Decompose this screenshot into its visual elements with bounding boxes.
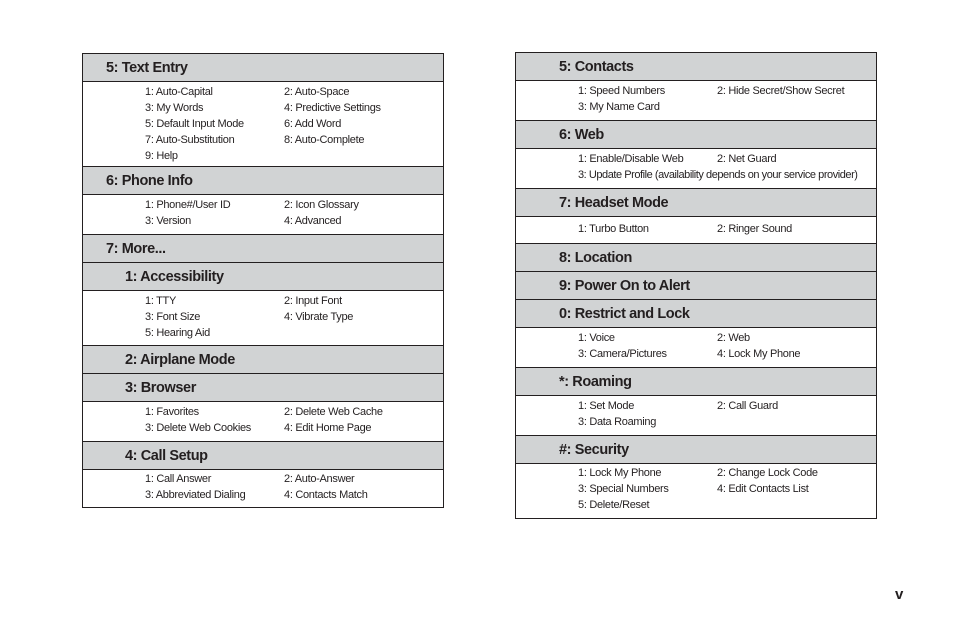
menu-item: 1: Phone#/User ID	[145, 199, 231, 211]
section-header-call-setup: 4: Call Setup	[83, 442, 443, 470]
menu-item: 1: Set Mode	[578, 400, 635, 412]
section-header-more: 7: More...	[83, 235, 443, 263]
menu-item: 2: Change Lock Code	[717, 467, 818, 479]
menu-item: 4: Edit Home Page	[284, 422, 372, 434]
section-header-text-entry: 5: Text Entry	[83, 54, 443, 82]
menu-item: 2: Icon Glossary	[284, 199, 359, 211]
menu-item: 6: Add Word	[284, 118, 342, 130]
section-body-accessibility	[83, 291, 443, 346]
menu-item: 3: My Words	[145, 102, 204, 114]
section-body-headset-mode	[516, 217, 876, 244]
section-header-web: 6: Web	[516, 121, 876, 149]
section-header-location: 8: Location	[516, 244, 876, 272]
menu-item: 1: Voice	[578, 332, 615, 344]
right-menu-panel	[515, 52, 877, 519]
menu-item: 2: Auto-Answer	[284, 473, 355, 485]
section-header-airplane-mode: 2: Airplane Mode	[83, 346, 443, 374]
section-header-contacts: 5: Contacts	[516, 53, 876, 81]
menu-item: 5: Default Input Mode	[145, 118, 244, 130]
menu-item: 3: Data Roaming	[578, 416, 657, 428]
left-menu-panel	[82, 53, 444, 508]
section-body-contacts	[516, 81, 876, 121]
section-header-power-on-to-alert: 9: Power On to Alert	[516, 272, 876, 300]
menu-item: 2: Auto-Space	[284, 86, 350, 98]
section-header-accessibility: 1: Accessibility	[83, 263, 443, 291]
menu-item: 2: Ringer Sound	[717, 223, 792, 235]
menu-item: 4: Edit Contacts List	[717, 483, 809, 495]
menu-item: 3: Font Size	[145, 311, 201, 323]
menu-item: 4: Advanced	[284, 215, 342, 227]
section-body-roaming	[516, 396, 876, 436]
menu-item: 2: Call Guard	[717, 400, 778, 412]
section-body-call-setup	[83, 470, 443, 509]
menu-item: 9: Help	[145, 150, 178, 162]
menu-item: 4: Contacts Match	[284, 489, 368, 501]
section-body-text-entry	[83, 82, 443, 167]
section-header-browser: 3: Browser	[83, 374, 443, 402]
menu-item: 2: Input Font	[284, 295, 342, 307]
menu-item: 4: Predictive Settings	[284, 102, 381, 114]
menu-item: 1: Speed Numbers	[578, 85, 665, 97]
menu-item: 1: Auto-Capital	[145, 86, 213, 98]
page-number: v	[895, 586, 904, 603]
menu-item: 2: Web	[717, 332, 750, 344]
menu-item: 3: Delete Web Cookies	[145, 422, 251, 434]
menu-item: 2: Delete Web Cache	[284, 406, 383, 418]
menu-item: 1: Turbo Button	[578, 223, 649, 235]
menu-item: 1: Enable/Disable Web	[578, 153, 684, 165]
section-body-phone-info	[83, 195, 443, 235]
menu-item: 1: Favorites	[145, 406, 199, 418]
section-header-roaming: *: Roaming	[516, 368, 876, 396]
section-header-restrict-and-lock: 0: Restrict and Lock	[516, 300, 876, 328]
menu-item: 5: Hearing Aid	[145, 327, 210, 339]
menu-item: 3: Special Numbers	[578, 483, 669, 495]
menu-item: 2: Net Guard	[717, 153, 777, 165]
section-body-security	[516, 464, 876, 518]
menu-item: 3: My Name Card	[578, 101, 660, 113]
section-body-web	[516, 149, 876, 189]
menu-item: 4: Lock My Phone	[717, 348, 801, 360]
menu-item: 3: Abbreviated Dialing	[145, 489, 246, 501]
menu-item: 5: Delete/Reset	[578, 499, 650, 511]
menu-item: 2: Hide Secret/Show Secret	[717, 85, 845, 97]
menu-item: 8: Auto-Complete	[284, 134, 365, 146]
section-body-restrict-and-lock	[516, 328, 876, 368]
menu-item: 4: Vibrate Type	[284, 311, 354, 323]
menu-item: 1: TTY	[145, 295, 177, 307]
menu-item: 1: Call Answer	[145, 473, 212, 485]
menu-item: 3: Camera/Pictures	[578, 348, 667, 360]
section-header-headset-mode: 7: Headset Mode	[516, 189, 876, 217]
menu-item: 1: Lock My Phone	[578, 467, 662, 479]
menu-item: 7: Auto-Substitution	[145, 134, 235, 146]
section-header-phone-info: 6: Phone Info	[83, 167, 443, 195]
menu-item: 3: Update Profile (availability depends on your service provider)	[578, 169, 858, 181]
section-body-browser	[83, 402, 443, 442]
section-header-security: #: Security	[516, 436, 876, 464]
menu-item: 3: Version	[145, 215, 191, 227]
